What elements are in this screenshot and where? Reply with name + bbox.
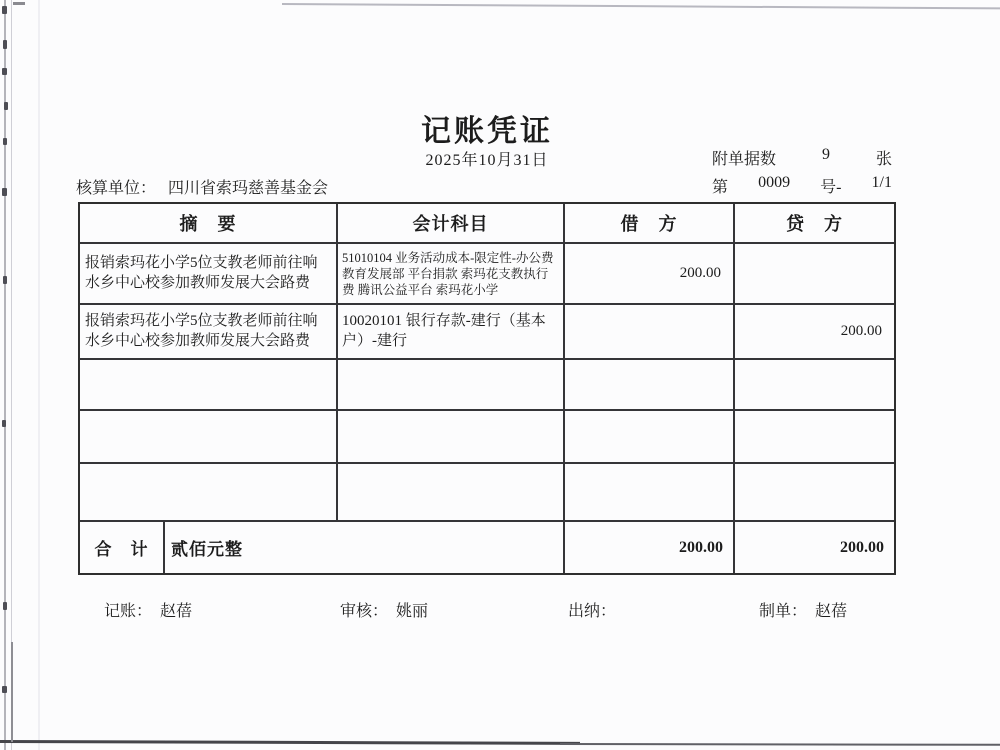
signature-reviewer xyxy=(340,598,428,621)
credit-cell: 200.00 xyxy=(840,323,882,339)
total-credit-cell: 200.00 xyxy=(840,538,884,556)
summary-cell xyxy=(80,411,338,462)
scan-edge-bottom-line xyxy=(0,740,580,745)
summary-cell: 报销索玛花小学5位支教老师前往响水乡中心校参加教师发展大会路费 xyxy=(80,305,338,358)
table-row xyxy=(80,411,894,464)
attachment-count: 9 xyxy=(822,146,830,163)
account-cell xyxy=(338,360,565,409)
debit-cell xyxy=(565,360,735,409)
scan-speck xyxy=(2,6,7,14)
signature-cashier xyxy=(568,598,624,621)
account-cell: 51010104 业务活动成本-限定性-办公费 教育发展部 平台捐款 索玛花支教执行费 腾讯公益平台 索玛花小学 xyxy=(338,244,565,303)
accounting-unit-label: 核算单位： xyxy=(76,180,157,197)
voucher-date: 2025年10月31日 xyxy=(425,152,549,169)
scan-edge-left-line-2 xyxy=(11,0,12,750)
bookkeeper-label: 记账： xyxy=(104,603,153,620)
summary-cell xyxy=(80,464,338,520)
attachment-count-line xyxy=(712,146,892,169)
attachment-label: 附单据数 xyxy=(712,151,777,168)
table-row xyxy=(80,360,894,411)
header-account: 会计科目 xyxy=(338,204,565,242)
account-cell xyxy=(338,464,565,520)
header-credit: 贷 方 xyxy=(786,214,843,234)
reviewer-name: 姚丽 xyxy=(396,603,429,620)
credit-cell xyxy=(735,244,894,303)
preparer-name: 赵蓓 xyxy=(815,603,848,620)
debit-cell xyxy=(565,464,735,520)
table-row xyxy=(80,305,894,360)
scan-speck xyxy=(3,276,7,284)
voucher-number-line xyxy=(712,174,892,197)
bookkeeper-name: 赵蓓 xyxy=(160,603,193,620)
voucher-no-page: 1/1 xyxy=(871,174,892,191)
accounting-unit-name: 四川省索玛慈善基金会 xyxy=(168,180,329,197)
table-row xyxy=(80,464,894,522)
credit-cell xyxy=(735,411,894,462)
scan-edge-bottom-line-2 xyxy=(560,743,1000,746)
debit-cell xyxy=(565,305,735,358)
debit-cell: 200.00 xyxy=(565,244,735,303)
scan-speck xyxy=(4,102,8,110)
summary-cell: 报销索玛花小学5位支教老师前往响水乡中心校参加教师发展大会路费 xyxy=(80,244,338,303)
signature-preparer xyxy=(759,598,847,621)
scan-speck xyxy=(2,686,7,693)
header-debit: 借 方 xyxy=(565,204,735,242)
scan-speck xyxy=(2,188,7,196)
scan-speck xyxy=(2,68,7,75)
summary-cell xyxy=(80,360,338,409)
header-summary: 摘 要 xyxy=(80,204,338,242)
debit-cell xyxy=(565,411,735,462)
voucher-no-suffix: 号- xyxy=(820,179,842,196)
scan-edge-bottom-vertical xyxy=(11,642,13,742)
credit-cell xyxy=(735,464,894,520)
page-title: 记账凭证 xyxy=(421,115,553,148)
scan-speck xyxy=(13,2,25,5)
total-row xyxy=(80,522,894,573)
total-debit-cell: 200.00 xyxy=(565,522,735,573)
scan-edge-top-line xyxy=(282,3,1000,9)
cashier-label: 出纳： xyxy=(568,603,617,620)
voucher-no-prefix: 第 xyxy=(712,179,729,196)
signature-bookkeeper xyxy=(104,598,192,621)
table-row xyxy=(80,244,894,305)
scan-speck xyxy=(3,40,7,49)
table-header-row xyxy=(80,204,894,244)
reviewer-label: 审核： xyxy=(340,603,389,620)
scan-speck xyxy=(3,138,7,145)
total-amount-in-words: 贰佰元整 xyxy=(165,522,565,573)
voucher-no-number: 0009 xyxy=(758,174,791,191)
voucher-table xyxy=(78,202,896,575)
credit-cell xyxy=(735,360,894,409)
account-cell: 10020101 银行存款-建行（基本户）-建行 xyxy=(338,305,565,358)
scan-edge-left-streak xyxy=(38,0,40,750)
account-cell xyxy=(338,411,565,462)
total-label: 合 计 xyxy=(80,522,165,573)
accounting-unit-line xyxy=(76,175,328,198)
preparer-label: 制单： xyxy=(759,603,808,620)
scan-edge-left-line xyxy=(4,0,6,750)
attachment-unit: 张 xyxy=(875,151,892,168)
scan-speck xyxy=(2,420,6,427)
scan-speck xyxy=(3,602,7,610)
